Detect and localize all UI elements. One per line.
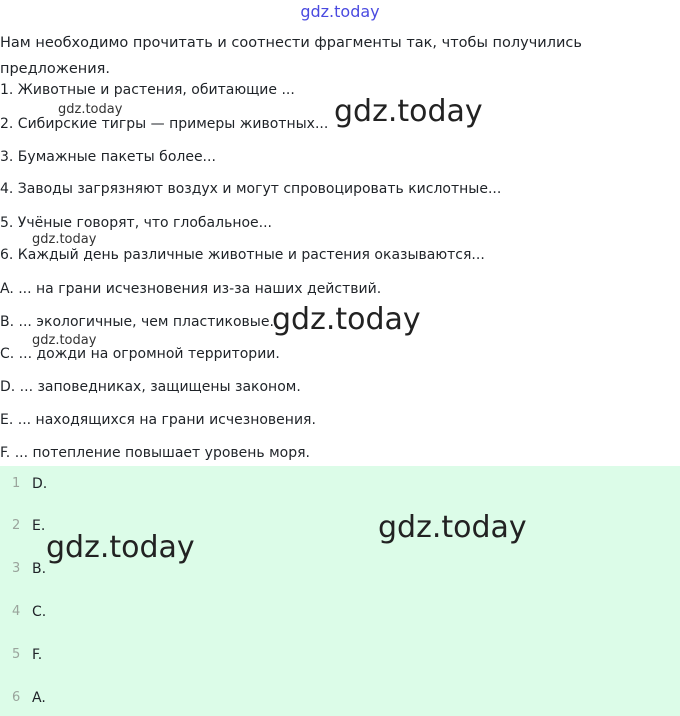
answer-value: E. bbox=[32, 518, 46, 534]
ending-d: D. ... заповедниках, защищены законом. bbox=[0, 379, 301, 395]
answer-number: 1 bbox=[12, 476, 21, 491]
ending-f: F. ... потепление повышает уровень моря. bbox=[0, 445, 310, 461]
sentence-start-5: 5. Учёные говорят, что глобальное... bbox=[0, 215, 273, 231]
sentence-start-3: 3. Бумажные пакеты более... bbox=[0, 149, 216, 165]
ending-e: E. ... находящихся на грани исчезновения. bbox=[0, 412, 316, 428]
answer-number: 4 bbox=[12, 604, 21, 619]
ending-a: A. ... на грани исчезновения из-за наших действий. bbox=[0, 281, 382, 297]
sentence-start-6: 6. Каждый день различные животные и растения оказываются... bbox=[0, 247, 485, 263]
answer-number: 3 bbox=[12, 561, 21, 576]
sentence-start-4: 4. Заводы загрязняют воздух и могут спровоцировать кислотные... bbox=[0, 181, 502, 197]
ending-b: B. ... экологичные, чем пластиковые. bbox=[0, 314, 274, 330]
answer-number: 5 bbox=[12, 647, 21, 662]
ending-c: C. ... дожди на огромной территории. bbox=[0, 346, 280, 362]
answer-value: B. bbox=[32, 561, 47, 577]
answer-number: 2 bbox=[12, 518, 21, 533]
watermark: gdz.today bbox=[272, 302, 421, 337]
task-intro: Нам необходимо прочитать и соотнести фрагменты так, чтобы получились предложения. bbox=[0, 35, 582, 77]
watermark: gdz.today bbox=[58, 102, 123, 117]
answer-value: F. bbox=[32, 647, 43, 663]
watermark-top: gdz.today bbox=[300, 2, 380, 21]
answer-value: A. bbox=[32, 690, 46, 706]
answer-value: C. bbox=[32, 604, 47, 620]
watermark: gdz.today bbox=[32, 333, 97, 348]
watermark: gdz.today bbox=[46, 530, 195, 565]
watermark: gdz.today bbox=[378, 510, 527, 545]
sentence-start-1: 1. Животные и растения, обитающие ... bbox=[0, 82, 295, 98]
sentence-start-2: 2. Сибирские тигры — примеры животных... bbox=[0, 116, 329, 132]
answer-number: 6 bbox=[12, 690, 21, 705]
answer-value: D. bbox=[32, 476, 48, 492]
watermark: gdz.today bbox=[32, 232, 97, 247]
answer-block bbox=[0, 466, 680, 716]
watermark: gdz.today bbox=[334, 94, 483, 129]
